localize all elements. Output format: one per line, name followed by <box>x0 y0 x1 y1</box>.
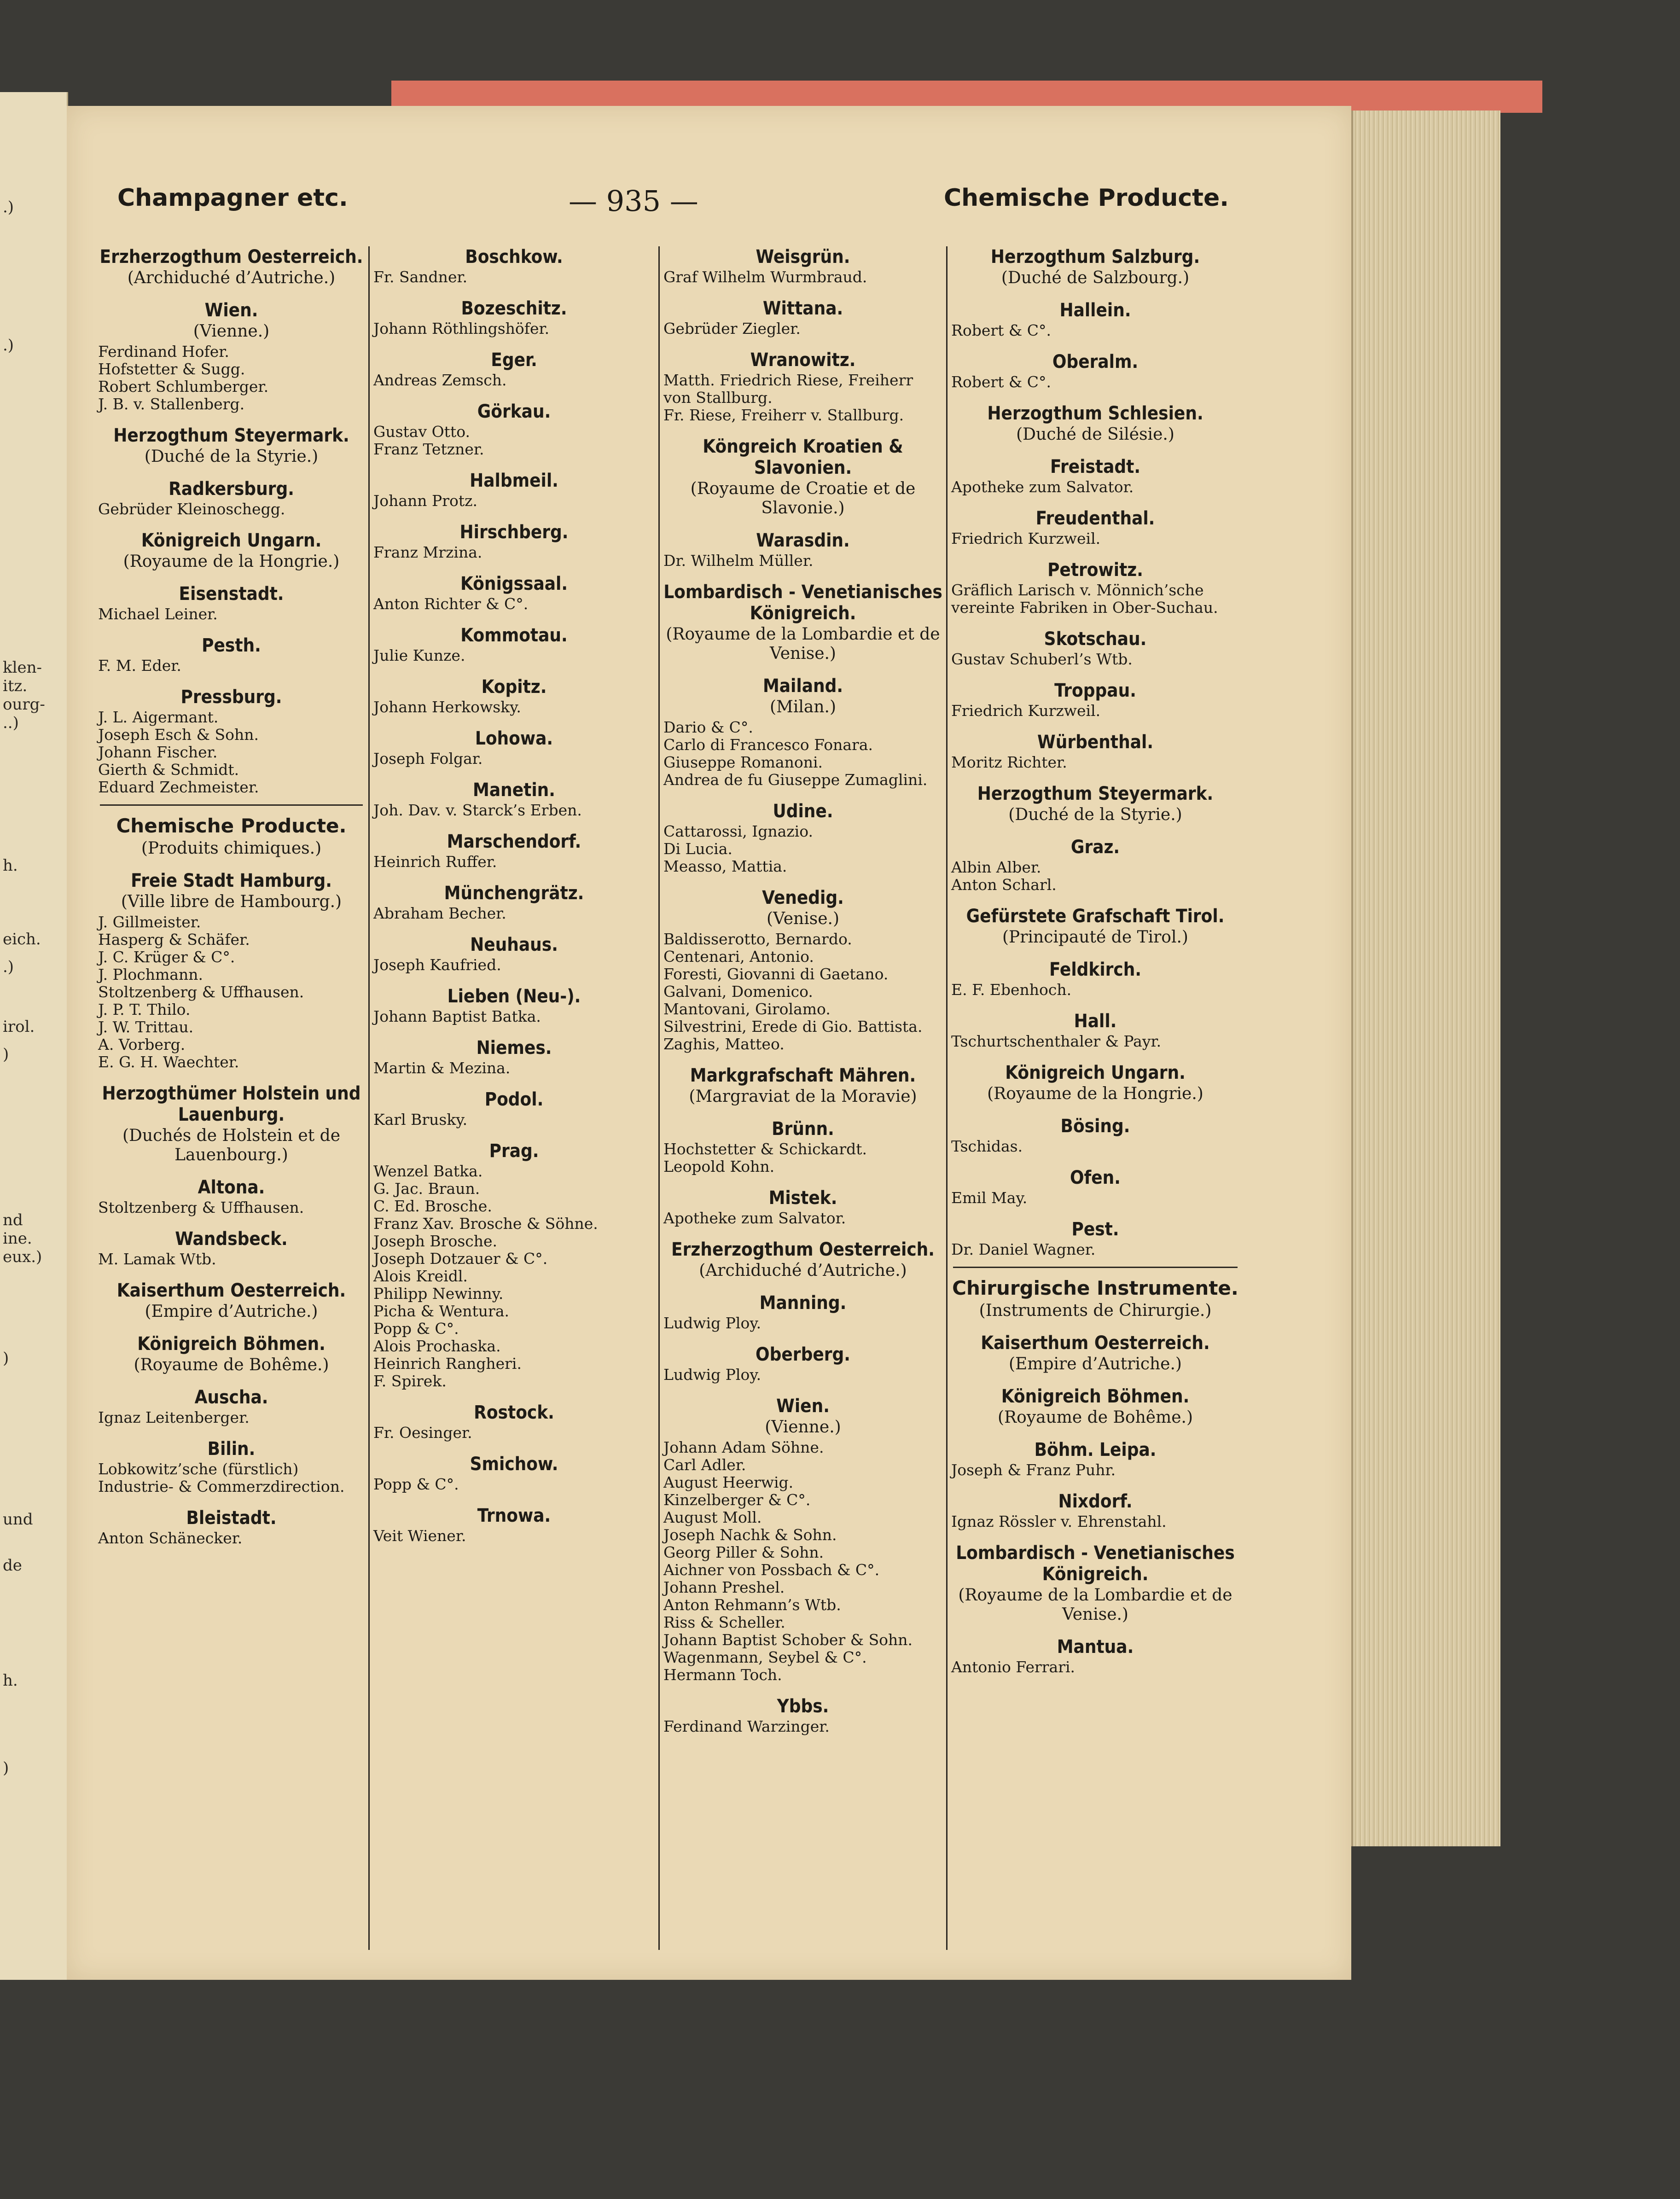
location-heading: Würbenthal. <box>1037 732 1153 753</box>
entry: Alois Kreidl. <box>373 1267 468 1285</box>
left-page-fragment: nd <box>3 1211 23 1229</box>
subheading: (Vienne.) <box>193 322 270 341</box>
entry: Centenari, Antonio. <box>663 948 814 966</box>
location-heading: Eger. <box>491 349 537 371</box>
location-heading: Petrowitz. <box>1047 559 1143 581</box>
location-heading: Königreich Böhmen. <box>1001 1386 1190 1407</box>
entry: Ignaz Leitenberger. <box>98 1408 250 1426</box>
entry: Philipp Newinny. <box>373 1285 504 1303</box>
entry: Anton Schänecker. <box>98 1529 243 1547</box>
location-heading: Rostock. <box>474 1402 554 1423</box>
section-title: Chemische Producte. <box>116 814 347 837</box>
entry: Aichner von Possbach & C°. <box>663 1561 880 1579</box>
location-heading: Hall. <box>1074 1011 1117 1032</box>
location-heading: Neuhaus. <box>470 934 558 955</box>
entry: Foresti, Giovanni di Gaetano. <box>663 965 889 983</box>
location-heading: Böhm. Leipa. <box>1034 1439 1157 1460</box>
location-heading: Freudenthal. <box>1035 508 1155 529</box>
entry: Heinrich Rangheri. <box>373 1355 522 1373</box>
location-heading: Lohowa. <box>475 728 553 749</box>
location-heading: Königreich Böhmen. <box>137 1333 326 1355</box>
entry: Veit Wiener. <box>373 1527 466 1545</box>
page-block-edges <box>1351 111 1500 1846</box>
entry: E. G. H. Waechter. <box>98 1053 239 1071</box>
location-heading: Udine. <box>773 801 833 822</box>
entry: Popp & C°. <box>373 1475 459 1493</box>
entry: E. F. Ebenhoch. <box>951 981 1072 999</box>
location-heading: Lombardisch - Venetianisches Königreich. <box>956 1542 1235 1585</box>
entry: J. Gillmeister. <box>98 913 201 931</box>
entry: Johann Baptist Schober & Sohn. <box>663 1631 913 1649</box>
column-4 <box>946 246 1243 1950</box>
entry: Wenzel Batka. <box>373 1162 483 1180</box>
entry: A. Vorberg. <box>98 1036 186 1053</box>
left-page-fragment: irol. <box>3 1018 35 1036</box>
subheading: (Instruments de Chirurgie.) <box>979 1301 1212 1320</box>
column-1 <box>94 246 368 1950</box>
location-heading: Auscha. <box>194 1387 268 1408</box>
entry: F. Spirek. <box>373 1372 447 1390</box>
subheading: (Ville libre de Hambourg.) <box>121 892 342 911</box>
subheading: (Duché de la Styrie.) <box>144 447 319 466</box>
left-page-fragment: .) <box>3 958 14 976</box>
entry: Dario & C°. <box>663 718 753 736</box>
location-heading: Herzogthümer Holstein und Lauenburg. <box>102 1083 361 1125</box>
location-heading: Wranowitz. <box>750 349 856 371</box>
entry: Ludwig Ploy. <box>663 1366 762 1384</box>
location-heading: Bozeschitz. <box>461 298 567 319</box>
left-page-fragment: eich. <box>3 930 41 948</box>
location-heading: Bilin. <box>207 1438 256 1460</box>
entry: Michael Leiner. <box>98 605 218 623</box>
location-heading: Köngreich Kroatien & Slavonien. <box>703 436 903 478</box>
location-heading: Kommotau. <box>460 625 568 646</box>
location-heading: Manning. <box>759 1292 847 1314</box>
location-heading: Hirschberg. <box>459 522 569 543</box>
location-heading: Freie Stadt Hamburg. <box>131 870 332 891</box>
location-heading: Mantua. <box>1057 1636 1134 1658</box>
location-heading: Erzherzogthum Oesterreich. <box>99 246 363 268</box>
entry: Mantovani, Girolamo. <box>663 1000 831 1018</box>
location-heading: Kaiserthum Oesterreich. <box>981 1332 1210 1354</box>
entry: Popp & C°. <box>373 1320 459 1338</box>
entry: August Heerwig. <box>663 1473 794 1491</box>
entry: Johann Fischer. <box>98 743 218 761</box>
left-page-fragment: ) <box>3 1349 9 1367</box>
subheading: (Duché de la Styrie.) <box>1008 805 1182 824</box>
entry: Hasperg & Schäfer. <box>98 931 250 948</box>
subheading: (Empire d’Autriche.) <box>1009 1355 1182 1373</box>
directory-page <box>67 106 1351 1980</box>
left-page-fragment: h. <box>3 1671 18 1690</box>
location-heading: Bleistadt. <box>186 1507 277 1529</box>
entry: Cattarossi, Ignazio. <box>663 822 813 840</box>
entry: Johann Protz. <box>373 492 478 510</box>
subheading: (Royaume de la Hongrie.) <box>123 552 340 571</box>
location-heading: Troppau. <box>1054 680 1136 701</box>
entry: Andrea de fu Giuseppe Zumaglini. <box>663 771 928 789</box>
entry: Joseph Folgar. <box>373 750 483 768</box>
location-heading: Podol. <box>484 1089 544 1110</box>
entry: Julie Kunze. <box>373 646 465 664</box>
location-heading: Halbmeil. <box>470 470 558 491</box>
entry: Johann Baptist Batka. <box>373 1007 541 1025</box>
subheading: (Venise.) <box>766 909 839 928</box>
entry: Gebrüder Ziegler. <box>663 320 801 337</box>
entry: Stoltzenberg & Uffhausen. <box>98 1198 304 1216</box>
entry: J. L. Aigermant. <box>98 708 219 726</box>
subheading: (Milan.) <box>769 698 837 716</box>
subheading: (Margraviat de la Moravie) <box>689 1087 917 1106</box>
entry: Moritz Richter. <box>951 753 1067 771</box>
entry: Martin & Mezina. <box>373 1059 511 1077</box>
left-page-fragment: ) <box>3 1759 9 1777</box>
subheading: (Vienne.) <box>765 1418 841 1437</box>
entry: Gustav Otto. <box>373 423 470 441</box>
entry: Dr. Wilhelm Müller. <box>663 552 814 570</box>
entry: Gustav Schuberl’s Wtb. <box>951 650 1133 668</box>
location-heading: Boschkow. <box>465 246 563 268</box>
location-heading: Gefürstete Grafschaft Tirol. <box>966 906 1225 927</box>
location-heading: Herzogthum Salzburg. <box>990 246 1200 268</box>
left-page-fragment: .) <box>3 198 14 216</box>
subheading: (Royaume de Croatie et de Slavonie.) <box>690 479 916 518</box>
subheading: (Royaume de la Lombardie et de Venise.) <box>958 1586 1232 1624</box>
location-heading: Lieben (Neu-). <box>447 986 581 1007</box>
subheading: (Royaume de la Hongrie.) <box>987 1084 1203 1103</box>
entry: Joseph Nachk & Sohn. <box>663 1526 837 1544</box>
subheading: (Archiduché d’Autriche.) <box>699 1261 907 1280</box>
entry: Measso, Mattia. <box>663 857 787 875</box>
entry: Robert Schlumberger. <box>98 378 269 396</box>
location-heading: Wien. <box>776 1396 830 1417</box>
entry: Hermann Toch. <box>663 1666 782 1684</box>
entry: J. Plochmann. <box>98 966 203 983</box>
location-heading: Mailand. <box>762 675 843 697</box>
entry: Lobkowitz’sche (fürstlich) Industrie- & Commerzdirection. <box>98 1460 345 1495</box>
entry: G. Jac. Braun. <box>373 1180 480 1198</box>
location-heading: Königssaal. <box>460 573 568 594</box>
left-page-fragment: .) <box>3 336 14 355</box>
location-heading: Ybbs. <box>777 1696 829 1717</box>
location-heading: Pressburg. <box>180 686 282 708</box>
entry: Ferdinand Hofer. <box>98 343 229 361</box>
subheading: (Royaume de Bohême.) <box>134 1355 329 1374</box>
location-heading: Kaiserthum Oesterreich. <box>116 1280 346 1301</box>
location-heading: Kopitz. <box>481 676 547 698</box>
entry: Antonio Ferrari. <box>951 1658 1075 1676</box>
entry: Picha & Wentura. <box>373 1302 509 1320</box>
entry: August Moll. <box>663 1508 762 1526</box>
entry: Joseph Esch & Sohn. <box>98 726 259 744</box>
location-heading: Ofen. <box>1070 1167 1121 1188</box>
entry: Albin Alber. <box>951 858 1041 876</box>
location-heading: Pesth. <box>202 635 261 656</box>
entry: Carlo di Francesco Fonara. <box>663 736 873 754</box>
entry: Stoltzenberg & Uffhausen. <box>98 983 304 1001</box>
entry: Leopold Kohn. <box>663 1158 775 1175</box>
location-heading: Erzherzogthum Oesterreich. <box>671 1239 935 1260</box>
entry: Kinzelberger & C°. <box>663 1491 811 1509</box>
left-page-fragment: und <box>3 1510 33 1529</box>
location-heading: Freistadt. <box>1050 456 1141 477</box>
subheading: (Principauté de Tirol.) <box>1002 928 1188 947</box>
location-heading: Weisgrün. <box>756 246 850 268</box>
column-3 <box>658 246 946 1950</box>
left-page-fragment: de <box>3 1556 22 1575</box>
location-heading: Prag. <box>489 1140 539 1162</box>
subheading: (Royaume de Bohême.) <box>997 1408 1193 1427</box>
entry: Joseph Kaufried. <box>373 956 501 974</box>
entry: J. W. Trittau. <box>98 1018 194 1036</box>
running-head-left: Champagner etc. <box>117 184 348 212</box>
entry: Friedrich Kurzweil. <box>951 529 1101 547</box>
entry: J. C. Krüger & C°. <box>98 948 235 966</box>
location-heading: Nixdorf. <box>1058 1491 1133 1512</box>
entry: Franz Xav. Brosche & Söhne. <box>373 1215 598 1233</box>
entry: Giuseppe Romanoni. <box>663 753 823 771</box>
entry: Emil May. <box>951 1189 1028 1207</box>
entry: M. Lamak Wtb. <box>98 1250 216 1268</box>
location-heading: Görkau. <box>477 401 551 422</box>
left-page-fragment: h. <box>3 856 18 875</box>
location-heading: Bösing. <box>1060 1116 1130 1137</box>
section-rule <box>953 1267 1238 1268</box>
location-heading: Herzogthum Schlesien. <box>987 403 1203 424</box>
subheading: (Empire d’Autriche.) <box>145 1302 318 1321</box>
section-rule <box>100 804 363 806</box>
entry: Johann Preshel. <box>663 1578 785 1596</box>
entry: Tschurtschenthaler & Payr. <box>951 1032 1162 1050</box>
location-heading: Trnowa. <box>477 1505 551 1526</box>
entry: Anton Scharl. <box>951 876 1057 894</box>
entry: Anton Richter & C°. <box>373 595 529 613</box>
entry: Joseph Brosche. <box>373 1232 498 1250</box>
location-heading: Königreich Ungarn. <box>141 530 322 551</box>
entry: Gräflich Larisch v. Mönnich’sche vereinte Fabriken in Ober-Suchau. <box>951 581 1218 617</box>
location-heading: Münchengrätz. <box>444 883 584 904</box>
entry: Apotheke zum Salvator. <box>951 478 1134 496</box>
entry: Ferdinand Warzinger. <box>663 1717 830 1735</box>
location-heading: Hallein. <box>1059 300 1131 321</box>
running-head-right: Chemische Producte. <box>944 184 1229 212</box>
entry: Eduard Zechmeister. <box>98 778 259 796</box>
page-number: — 935 — <box>569 184 698 218</box>
entry: Franz Tetzner. <box>373 440 484 458</box>
entry: C. Ed. Brosche. <box>373 1197 492 1215</box>
location-heading: Pest. <box>1071 1219 1119 1240</box>
location-heading: Markgrafschaft Mähren. <box>690 1065 916 1086</box>
entry: Karl Brusky. <box>373 1111 468 1129</box>
location-heading: Königreich Ungarn. <box>1005 1062 1186 1083</box>
entry: Carl Adler. <box>663 1456 746 1474</box>
entry: Georg Piller & Sohn. <box>663 1543 824 1561</box>
subheading: (Archiduché d’Autriche.) <box>127 268 336 287</box>
entry: Hochstetter & Schickardt. <box>663 1140 867 1158</box>
left-page-fragment: ..) <box>3 714 19 732</box>
entry: Ignaz Rössler v. Ehrenstahl. <box>951 1513 1167 1530</box>
entry: Joseph Dotzauer & C°. <box>373 1250 548 1268</box>
entry: Graf Wilhelm Wurmbraud. <box>663 268 867 286</box>
left-page-fragment: itz. <box>3 677 28 695</box>
location-heading: Graz. <box>1070 837 1120 858</box>
location-heading: Skotschau. <box>1044 628 1147 650</box>
subheading: (Duché de Salzbourg.) <box>1001 268 1190 287</box>
location-heading: Venedig. <box>762 887 844 908</box>
location-heading: Altona. <box>198 1177 265 1198</box>
location-heading: Herzogthum Steyermark. <box>977 783 1214 804</box>
location-heading: Brünn. <box>772 1118 834 1140</box>
entry: Johann Röthlingshöfer. <box>373 320 550 337</box>
entry: Alois Prochaska. <box>373 1337 501 1355</box>
left-page-fragment: eux.) <box>3 1248 42 1266</box>
entry: F. M. Eder. <box>98 657 181 675</box>
location-heading: Oberalm. <box>1052 351 1139 372</box>
entry: Baldisserotto, Bernardo. <box>663 930 852 948</box>
location-heading: Niemes. <box>476 1037 552 1059</box>
entry: Gierth & Schmidt. <box>98 761 239 779</box>
entry: Anton Rehmann’s Wtb. <box>663 1596 841 1614</box>
entry: Di Lucia. <box>663 840 732 858</box>
location-heading: Lombardisch - Venetianisches Königreich. <box>663 582 942 624</box>
entry: Gebrüder Kleinoschegg. <box>98 500 285 518</box>
entry: Johann Herkowsky. <box>373 698 521 716</box>
entry: Riss & Scheller. <box>663 1613 785 1631</box>
section-title: Chirurgische Instrumente. <box>952 1277 1238 1299</box>
entry: Robert & C°. <box>951 373 1051 391</box>
subheading: (Duché de Silésie.) <box>1016 425 1174 444</box>
subheading: (Royaume de la Lombardie et de Venise.) <box>666 625 940 663</box>
entry: Fr. Sandner. <box>373 268 468 286</box>
entry: Andreas Zemsch. <box>373 371 507 389</box>
entry: Joseph & Franz Puhr. <box>951 1461 1116 1479</box>
column-2 <box>368 246 658 1950</box>
entry: J. P. T. Thilo. <box>98 1001 191 1018</box>
entry: Galvani, Domenico. <box>663 983 813 1001</box>
entry: Hofstetter & Sugg. <box>98 360 245 378</box>
entry: Abraham Becher. <box>373 904 506 922</box>
entry: Wagenmann, Seybel & C°. <box>663 1648 867 1666</box>
entry: Apotheke zum Salvator. <box>663 1209 846 1227</box>
entry: Fr. Riese, Freiherr v. Stallburg. <box>663 406 904 424</box>
subheading: (Produits chimiques.) <box>141 839 322 858</box>
location-heading: Marschendorf. <box>447 831 581 852</box>
location-heading: Herzogthum Steyermark. <box>113 425 349 446</box>
entry: Silvestrini, Erede di Gio. Battista. <box>663 1018 923 1036</box>
entry: Tschidas. <box>951 1137 1023 1155</box>
entry: Friedrich Kurzweil. <box>951 702 1101 720</box>
location-heading: Feldkirch. <box>1049 959 1142 980</box>
location-heading: Wittana. <box>762 298 843 319</box>
location-heading: Wien. <box>204 300 258 321</box>
entry: Robert & C°. <box>951 321 1051 339</box>
entry: J. B. v. Stallenberg. <box>98 395 245 413</box>
left-page-fragment: ine. <box>3 1229 32 1248</box>
location-heading: Radkersburg. <box>169 478 294 500</box>
entry: Dr. Daniel Wagner. <box>951 1240 1096 1258</box>
entry: Zaghis, Matteo. <box>663 1035 785 1053</box>
entry: Matth. Friedrich Riese, Freiherr von Stallburg. <box>663 371 913 407</box>
left-page-fragment: ) <box>3 1045 9 1064</box>
entry: Fr. Oesinger. <box>373 1424 472 1442</box>
entry: Heinrich Ruffer. <box>373 853 497 871</box>
entry: Joh. Dav. v. Starck’s Erben. <box>373 801 582 819</box>
location-heading: Manetin. <box>473 780 555 801</box>
entry: Ludwig Ploy. <box>663 1314 762 1332</box>
entry: Franz Mrzina. <box>373 543 482 561</box>
entry: Johann Adam Söhne. <box>663 1438 824 1456</box>
location-heading: Oberberg. <box>756 1344 850 1365</box>
location-heading: Eisenstadt. <box>179 583 284 605</box>
left-page-fragment: klen- <box>3 658 42 677</box>
location-heading: Smichow. <box>470 1454 558 1475</box>
left-page-edge <box>0 92 68 1980</box>
location-heading: Wandsbeck. <box>175 1228 288 1250</box>
location-heading: Mistek. <box>768 1187 837 1209</box>
left-page-fragment: ourg- <box>3 695 45 714</box>
subheading: (Duchés de Holstein et de Lauenbourg.) <box>122 1126 340 1164</box>
location-heading: Warasdin. <box>756 530 850 551</box>
